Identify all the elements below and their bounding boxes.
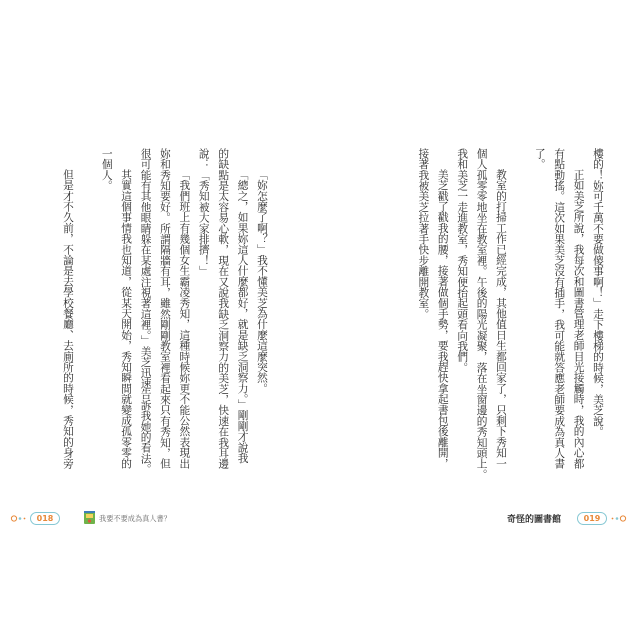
text-line: 有點動搖。這次如果美芝沒有插手，我可能就答應老師要成為真人書 bbox=[553, 148, 567, 469]
page-number: 019 bbox=[577, 512, 607, 525]
text-line: 「妳怎麼了啊？」我不懂美芝為什麼這麼突然。 bbox=[256, 169, 269, 395]
decorative-dots-icon bbox=[609, 512, 627, 525]
chapter-title: 奇怪的圖書館 bbox=[507, 515, 562, 525]
text-line: 其實這個事情我也知道，從某天開始，秀知瞬間就變成孤零零的 bbox=[120, 169, 134, 469]
text-line: 接著我被美芝拉著手快步離開教室。 bbox=[417, 148, 431, 320]
text-line: 「總之，如果妳這人什麼都好，就是缺乏洞察力。」剛剛才說我 bbox=[236, 169, 250, 464]
text-line: 個人孤零零地坐在教室裡。午後的陽光凝聚，落在坐窗邊的秀知頭上。 bbox=[475, 148, 489, 480]
paragraph-gap bbox=[511, 148, 530, 493]
text-line: 我和美芝一走進教室，秀知便抬起頭看向我們。 bbox=[456, 148, 470, 373]
text-line: 妳和秀知要好。所謂隔牆有耳，雖然剛剛教室裡看起來只有秀知，但 bbox=[158, 148, 172, 469]
text-line: 但是才不久前，不論是去學校餐廳、去廁所的時候，秀知的身旁 bbox=[61, 169, 75, 469]
text-line: 樓的！妳可千萬不要做傻事啊！」走下樓梯的時候，美芝說。 bbox=[592, 148, 605, 437]
text-line: 一個人。 bbox=[100, 148, 114, 191]
right-page-body bbox=[414, 148, 608, 493]
page-number: 018 bbox=[30, 512, 60, 525]
left-page-body bbox=[59, 148, 272, 493]
book-icon bbox=[83, 510, 96, 525]
text-line: 美芝戳了戳我的腰，接著做個手勢，要我趕快拿起書包後離開， bbox=[436, 169, 450, 469]
text-line: 說：「秀知被大家排擠！」 bbox=[197, 148, 211, 277]
running-title: 我要不要成為真人書？ bbox=[99, 514, 171, 523]
text-line: 正如美芝所說，我每次和圖書管理老師目光接觸時，我的內心都 bbox=[572, 169, 586, 469]
text-line: 的缺點是太容易心軟，現在又說我缺乏洞察力的美芝，快速在我耳邊 bbox=[217, 148, 231, 469]
text-line: 很可能有其他眼睛躲在某處注視著這裡。」美芝迅速告訴我她的看法。 bbox=[139, 148, 153, 475]
decorative-dots-icon bbox=[10, 512, 28, 525]
text-line: 了。 bbox=[533, 148, 547, 170]
text-line: 教室的打掃工作已經完成，其他值日生都回家了，只剩下秀知一 bbox=[494, 169, 508, 469]
text-line: 「我們班上有幾個女生霸凌秀知，這種時候妳更不能公然表現出 bbox=[178, 169, 192, 469]
paragraph-gap bbox=[78, 148, 97, 493]
